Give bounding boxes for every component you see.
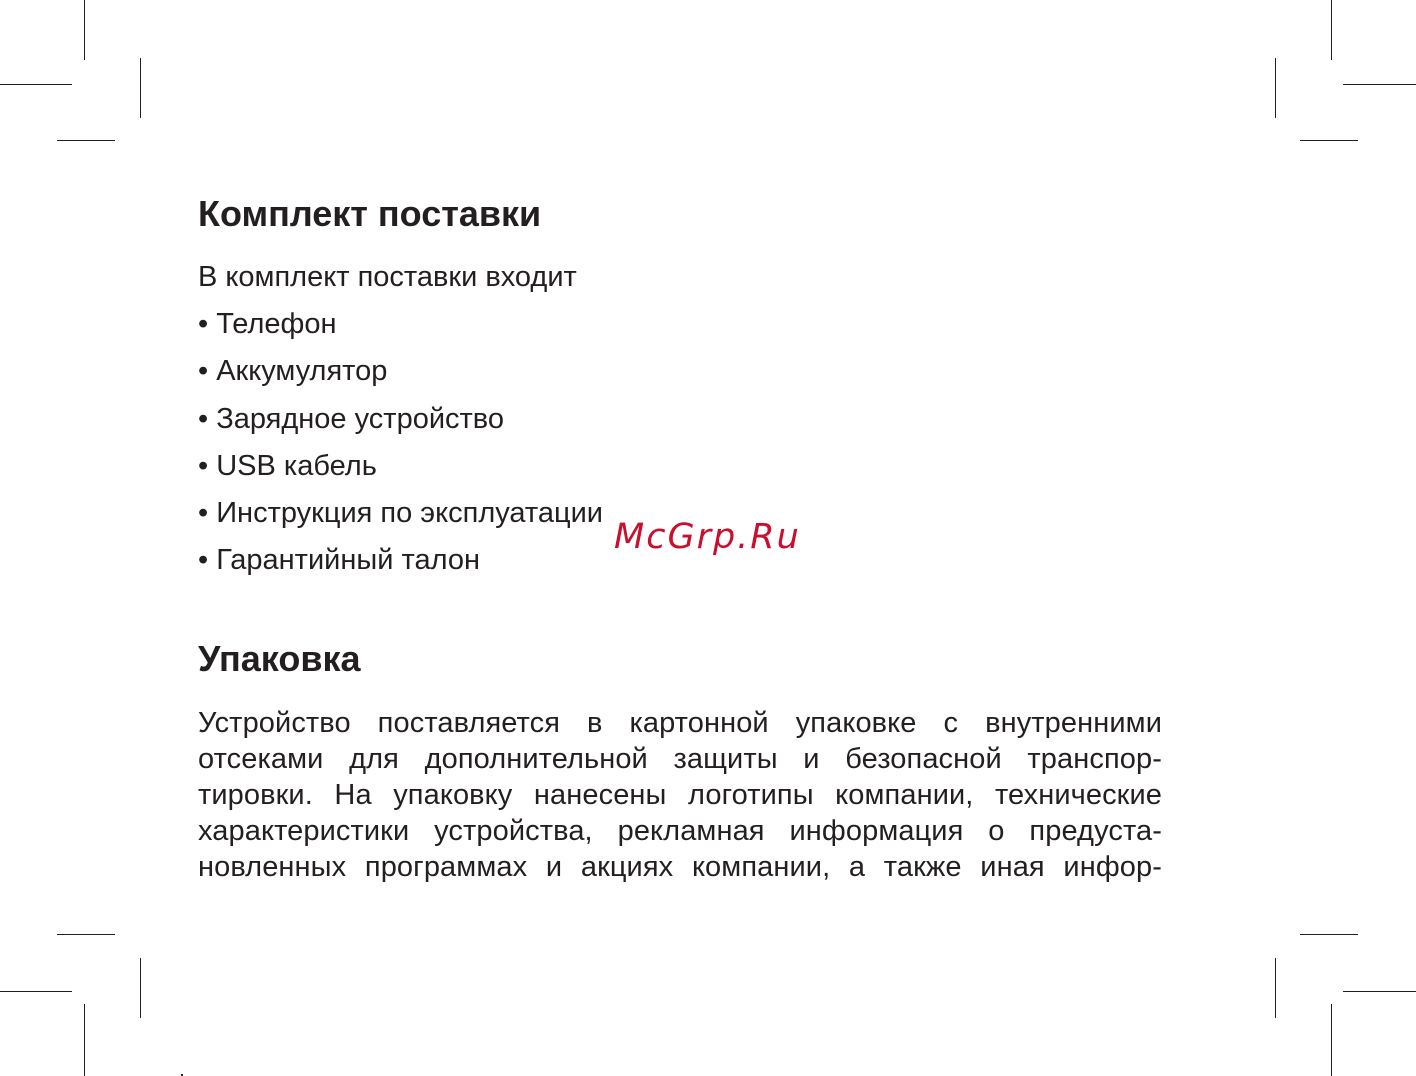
section-heading-packaging: Упаковка — [198, 637, 361, 679]
list-item: • Инструкция по эксплуатации — [198, 497, 603, 530]
crop-mark — [1331, 0, 1332, 60]
crop-mark — [1331, 1004, 1332, 1076]
crop-mark — [0, 84, 72, 85]
paragraph-line: тировки. На упаковку нанесены логотипы компании, технические — [198, 778, 1162, 811]
crop-mark — [1300, 140, 1358, 141]
crop-mark — [140, 958, 141, 1018]
paragraph-line: новленных программах и акциях компании, а также иная инфор- — [198, 850, 1162, 883]
crop-mark — [84, 0, 85, 60]
crop-mark — [1275, 958, 1276, 1018]
crop-mark — [1343, 991, 1416, 992]
crop-mark — [1275, 58, 1276, 118]
crop-mark — [140, 58, 141, 118]
crop-mark — [1343, 84, 1416, 85]
paragraph-line: характеристики устройства, рекламная информация о предуста- — [198, 814, 1162, 847]
list-item: • Телефон — [198, 308, 337, 340]
packaging-paragraph — [198, 705, 1162, 885]
crop-mark — [0, 991, 72, 992]
crop-mark — [57, 934, 115, 935]
section-heading-contents: Комплект поставки — [198, 193, 542, 234]
paragraph-line: Устройство поставляется в картонной упаковке с внутренними — [198, 706, 1162, 739]
list-item: • Аккумулятор — [198, 355, 388, 388]
paragraph-line: отсеками для дополнительной защиты и безопасной транспор- — [198, 742, 1162, 775]
crop-mark — [1300, 934, 1358, 935]
list-item: • USB кабель — [198, 449, 377, 482]
crop-mark — [57, 140, 115, 141]
contents-intro: В комплект поставки входит — [198, 261, 577, 293]
watermark: McGrp.Ru — [614, 517, 801, 557]
list-item: • Зарядное устройство — [198, 402, 505, 435]
crop-mark — [84, 1004, 85, 1076]
list-item: • Гарантийный талон — [198, 544, 480, 577]
